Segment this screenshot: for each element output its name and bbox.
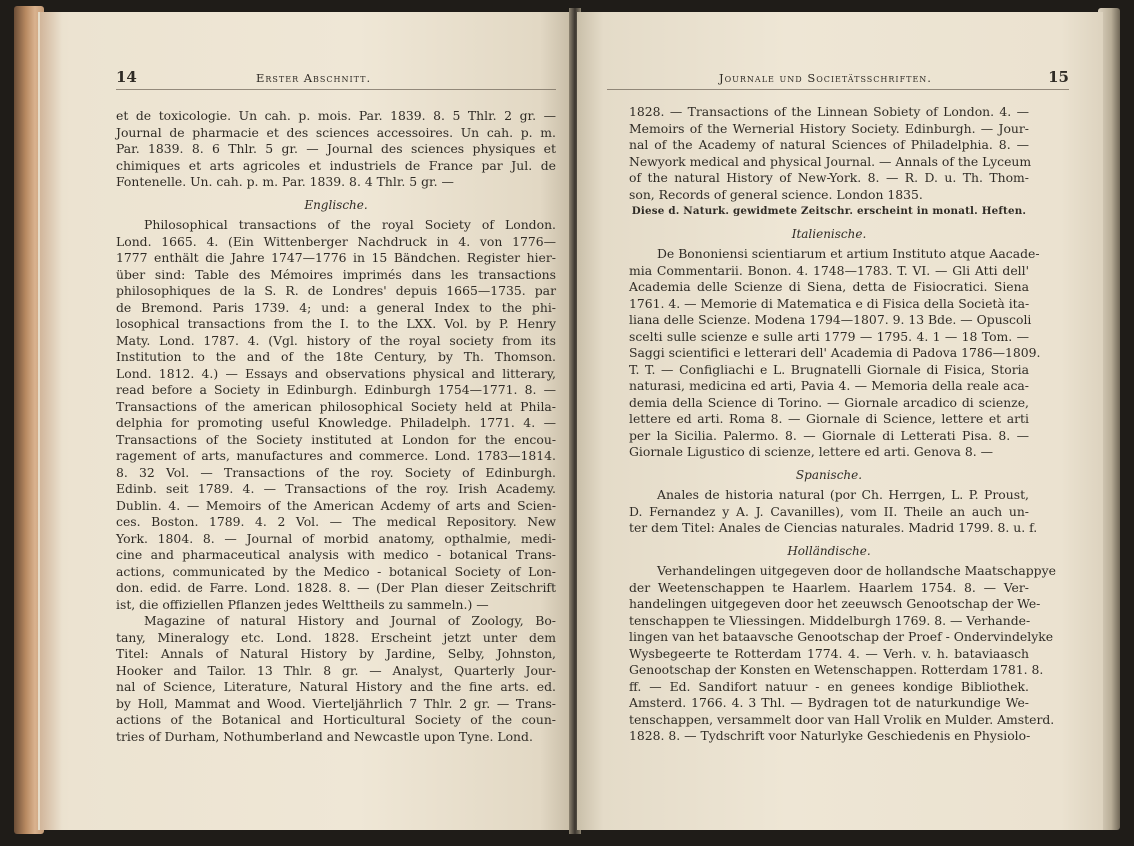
- text-line: Academia delle Scienze di Siena, detta de Fisiocratici. Siena: [629, 279, 1029, 294]
- paragraph: [629, 104, 1032, 203]
- right-page-header: [607, 68, 1069, 90]
- text-line: nal of Science, Literature, Natural History and the fine arts. ed.: [116, 679, 556, 694]
- text-line: Memoirs of the Wernerial History Society. Edinburgh. — Jour-: [629, 120, 1029, 136]
- text-line: Amsterd. 1766. 4. 3 Thl. — Bydragen tot de naturkundige We-: [629, 695, 1029, 710]
- text-line: 1777 enthält die Jahre 1747—1776 in 15 Bändchen. Register hier-: [116, 250, 556, 265]
- edge-stain: [40, 12, 62, 830]
- text-line: Saggi scientifici e letterari dell' Academia di Padova 1786—1809.: [629, 345, 1041, 360]
- text-line: Wysbegeerte te Rotterdam 1774. 4. — Verh. v. h. bataviaasch: [629, 645, 1029, 661]
- text-line: 8. 32 Vol. — Transactions of the roy. Society of Edinburgh.: [116, 464, 556, 480]
- text-line: lettere ed arti. Roma 8. — Giornale di Science, lettere et arti: [629, 411, 1029, 426]
- paragraph: [629, 563, 1056, 745]
- text-line: Maty. Lond. 1787. 4. (Vgl. history of the royal society from its: [116, 332, 556, 348]
- text-line: scelti sulle scienze e sulle arti 1779 — 1795. 4. 1 — 18 Tom. —: [629, 328, 1029, 344]
- text-line: der Weetenschappen te Haarlem. Haarlem 1754. 8. — Ver-: [629, 579, 1029, 595]
- paragraph: [116, 217, 556, 613]
- text-line: Institution to the and of the 18te Century, by Th. Thomson.: [116, 349, 556, 364]
- text-line: Verhandelingen uitgegeven door de hollandsche Maatschappye: [657, 563, 1056, 578]
- text-line: 1828. — Transactions of the Linnean Sobiety of London. 4. —: [629, 104, 1029, 119]
- text-line: ces. Boston. 1789. 4. 2 Vol. — The medical Repository. New: [116, 514, 556, 529]
- text-line: naturasi, medicina ed arti, Pavia 4. — Memoria della reale aca-: [629, 378, 1029, 393]
- text-line: Par. 1839. 8. 6 Thlr. 5 gr. — Journal des sciences physiques et: [116, 141, 556, 156]
- note-line: Diese d. Naturk. gewidmete Zeitschr. erscheint in monatl. Heften.: [631, 205, 1027, 217]
- right-page-body: [629, 104, 1056, 745]
- left-page-header: [116, 68, 556, 90]
- text-line: Transactions of the american philosophical Society held at Phila-: [116, 398, 556, 414]
- text-line: T. T. — Configliachi e L. Brugnatelli Giornale di Fisica, Storia: [629, 361, 1029, 377]
- text-line: demia della Science di Torino. — Giornale arcadico di scienze,: [629, 394, 1029, 410]
- paragraph: [629, 487, 1038, 537]
- page-number: 14: [116, 68, 137, 86]
- text-line: mia Commentarii. Bonon. 4. 1748—1783. T. VI. — Gli Atti dell': [629, 262, 1029, 278]
- text-line: tany, Mineralogy etc. Lond. 1828. Erscheint jetzt unter dem: [116, 629, 556, 645]
- left-page: [38, 12, 572, 830]
- text-line: Transactions of the Society instituted at London for the encou-: [116, 431, 556, 447]
- section-heading: Englische.: [304, 197, 368, 212]
- text-line: chimiques et arts agricoles et industriels de France par Jul. de: [116, 157, 556, 173]
- text-line: ff. — Ed. Sandifort natuur - en genees kondige Bibliothek.: [629, 678, 1029, 694]
- running-title: Erster Abschnitt.: [256, 71, 372, 85]
- text-line: losophical transactions from the I. to the LXX. Vol. by P. Henry: [116, 316, 556, 331]
- left-page-body: [116, 108, 556, 745]
- text-line: delphia for promoting useful Knowledge. Philadelph. 1771. 4. —: [116, 415, 556, 430]
- paragraph: [116, 108, 556, 191]
- text-line: Fontenelle. Un. cah. p. m. Par. 1839. 8. 4 Thlr. 5 gr. —: [116, 174, 454, 189]
- text-line: 1828. 8. — Tydschrift voor Naturlyke Geschiedenis en Physiolo-: [629, 728, 1031, 743]
- section-heading: Holländische.: [787, 543, 871, 558]
- section-heading: Italienische.: [791, 226, 867, 241]
- text-line: Anales de historia natural (por Ch. Herrgen, L. P. Proust,: [657, 487, 1029, 502]
- text-line: of the natural History of New-York. 8. — R. D. u. Th. Thom-: [629, 170, 1029, 185]
- text-line: philosophiques de la S. R. de Londres' depuis 1665—1735. par: [116, 283, 556, 298]
- text-line: tenschappen te Vliessingen. Middelburgh 1769. 8. — Verhande-: [629, 612, 1031, 628]
- text-line: nal of the Academy of natural Sciences of Philadelphia. 8. —: [629, 137, 1029, 152]
- text-line: tenschappen, versammelt door van Hall Vrolik en Mulder. Amsterd.: [629, 711, 1055, 727]
- running-title: Journale und Societätsschriften.: [719, 71, 932, 85]
- text-line: Newyork medical and physical Journal. — Annals of the Lyceum: [629, 153, 1032, 169]
- text-line: lingen van het bataavsche Genootschap der Proef - Ondervindelyke: [629, 629, 1054, 644]
- text-line: ist, die offiziellen Pflanzen jedes Welttheils zu sammeln.) —: [116, 596, 489, 612]
- text-line: by Holl, Mammat and Wood. Vierteljährlich 7 Thlr. 2 gr. — Trans-: [116, 695, 556, 711]
- text-line: tries of Durham, Nothumberland and Newcastle upon Tyne. Lond.: [116, 728, 533, 744]
- text-line: et de toxicologie. Un cah. p. mois. Par. 1839. 8. 5 Thlr. 2 gr. —: [116, 108, 556, 123]
- text-line: Lond. 1812. 4.) — Essays and observations physical and litterary,: [116, 365, 556, 381]
- text-line: Giornale Ligustico di scienze, lettere ed arti. Genova 8. —: [629, 444, 993, 459]
- text-line: ter dem Titel: Anales de Ciencias naturales. Madrid 1799. 8. u. f.: [629, 520, 1038, 535]
- text-line: actions of the Botanical and Horticultural Society of the coun-: [116, 712, 556, 727]
- text-line: cine and pharmaceutical analysis with medico - botanical Trans-: [116, 547, 556, 562]
- text-line: 1761. 4. — Memorie di Matematica e di Fisica della Società ita-: [629, 295, 1030, 311]
- text-line: York. 1804. 8. — Journal of morbid anatomy, opthalmie, medi-: [116, 530, 556, 546]
- text-line: per la Sicilia. Palermo. 8. — Giornale di Letterati Pisa. 8. —: [629, 427, 1029, 443]
- text-line: Hooker and Tailor. 13 Thlr. 8 gr. — Analyst, Quarterly Jour-: [116, 662, 556, 678]
- paragraph: [629, 246, 1041, 461]
- paragraph: [116, 613, 556, 745]
- text-line: son, Records of general science. London 1835.: [629, 186, 923, 202]
- text-line: De Bononiensi scientiarum et artium Instituto atque Aacade-: [657, 246, 1040, 261]
- text-line: Lond. 1665. 4. (Ein Wittenberger Nachdruck in 4. von 1776—: [116, 233, 556, 249]
- text-line: de Bremond. Paris 1739. 4; und: a general Index to the phi-: [116, 299, 556, 315]
- section-heading: Spanische.: [795, 467, 863, 482]
- page-number: 15: [1048, 68, 1069, 86]
- text-line: Magazine of natural History and Journal of Zoology, Bo-: [144, 613, 556, 628]
- text-line: Genootschap der Konsten en Wetenschappen. Rotterdam 1781. 8.: [629, 662, 1044, 677]
- text-line: Titel: Annals of Natural History by Jardine, Selby, Johnston,: [116, 646, 556, 661]
- text-line: D. Fernandez y A. J. Cavanilles), vom II. Theile an auch un-: [629, 503, 1029, 519]
- text-line: Philosophical transactions of the royal Society of London.: [144, 217, 556, 232]
- text-line: Dublin. 4. — Memoirs of the American Acdemy of arts and Scien-: [116, 497, 556, 513]
- header-rule: [116, 89, 556, 90]
- text-line: actions, communicated by the Medico - botanical Society of Lon-: [116, 563, 556, 579]
- text-line: ragement of arts, manufactures and commerce. Lond. 1783—1814.: [116, 448, 556, 463]
- right-page: [577, 12, 1103, 830]
- text-line: read before a Society in Edinburgh. Edinburgh 1754—1771. 8. —: [116, 382, 556, 397]
- text-line: über sind: Table des Mémoires imprimés dans les transactions: [116, 266, 556, 282]
- text-line: Edinb. seit 1789. 4. — Transactions of the roy. Irish Academy.: [116, 481, 556, 496]
- text-line: handelingen uitgegeven door het zeeuwsch Genootschap der We-: [629, 596, 1041, 611]
- text-line: liana delle Scienze. Modena 1794—1807. 9. 13 Bde. — Opuscoli: [629, 312, 1032, 327]
- header-rule: [607, 89, 1069, 90]
- text-line: don. edid. de Farre. Lond. 1828. 8. — (Der Plan dieser Zeitschrift: [116, 580, 556, 595]
- text-line: Journal de pharmacie et des sciences accessoires. Un cah. p. m.: [116, 124, 556, 140]
